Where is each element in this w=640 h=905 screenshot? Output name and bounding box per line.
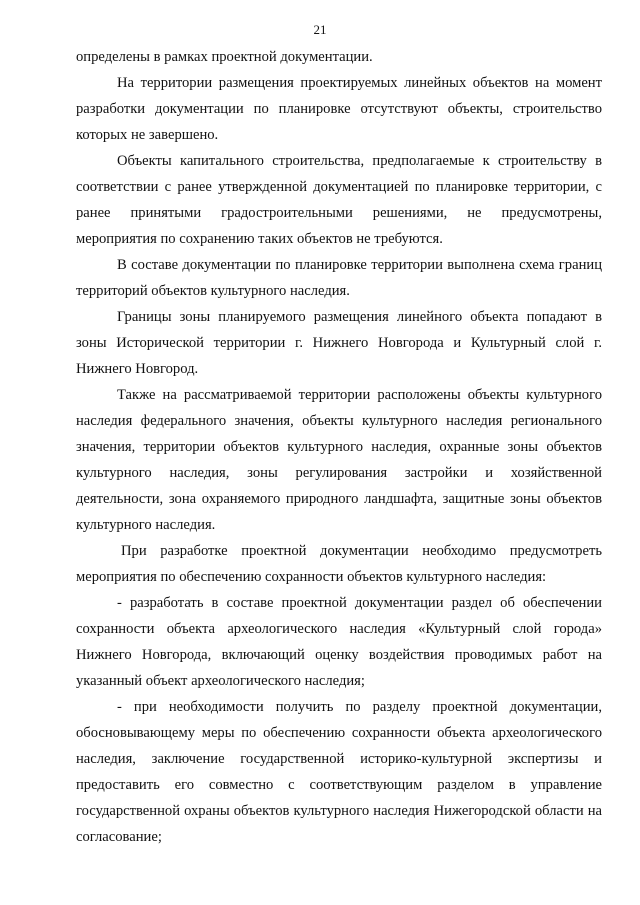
paragraph-heritage-objects: Также на рассматриваемой территории расположены объекты культурного наследия федерального значения, объекты культурного наследия регионального значения, территории объектов культурного наследия, охранные зоны объектов культурного наследия, зоны регулирования застройки и хозяйственной деятельности, зона охраняемого природного ландшафта, защитные зоны объектов культурного наследия. — [76, 387, 602, 533]
paragraph-continuation: определены в рамках проектной документации. — [76, 49, 373, 65]
page-number: 21 — [313, 22, 327, 37]
paragraph-preservation-measures: При разработке проектной документации необходимо предусмотреть мероприятия по обеспечению сохранности объектов культурного наследия: — [76, 543, 602, 585]
paragraph-capital-construction: Объекты капитального строительства, предполагаемые к строительству в соответствии с ранее утвержденной документацией по планировке территории, с ранее принятыми градостроительными решениями, не предусмотрены, мероприятия по сохранению таких объектов не требуются. — [76, 153, 602, 247]
document-body — [76, 44, 602, 850]
list-item-obtain-expertise: - при необходимости получить по разделу проектной документации, обосновывающему меры по обеспечению сохранности объекта археологического наследия, заключение государственной историко-культурной экспертизы и предоставить его совместно с соответствующим разделом в управление государственной охраны объектов культурного наследия Нижегородской области на согласование; — [76, 699, 602, 845]
paragraph-zone-boundaries: Границы зоны планируемого размещения линейного объекта попадают в зоны Исторической территории г. Нижнего Новгорода и Культурный слой г. Нижнего Новгород. — [76, 309, 602, 377]
paragraph-unfinished-objects: На территории размещения проектируемых линейных объектов на момент разработки документации по планировке отсутствуют объекты, строительство которых не завершено. — [76, 75, 602, 143]
paragraph-heritage-scheme: В составе документации по планировке территории выполнена схема границ территорий объектов культурного наследия. — [76, 257, 602, 299]
list-item-develop-section: - разработать в составе проектной документации раздел об обеспечении сохранности объекта археологического наследия «Культурный слой города» Нижнего Новгорода, включающий оценку воздействия проводимых работ на указанный объект археологического наследия; — [76, 595, 602, 689]
